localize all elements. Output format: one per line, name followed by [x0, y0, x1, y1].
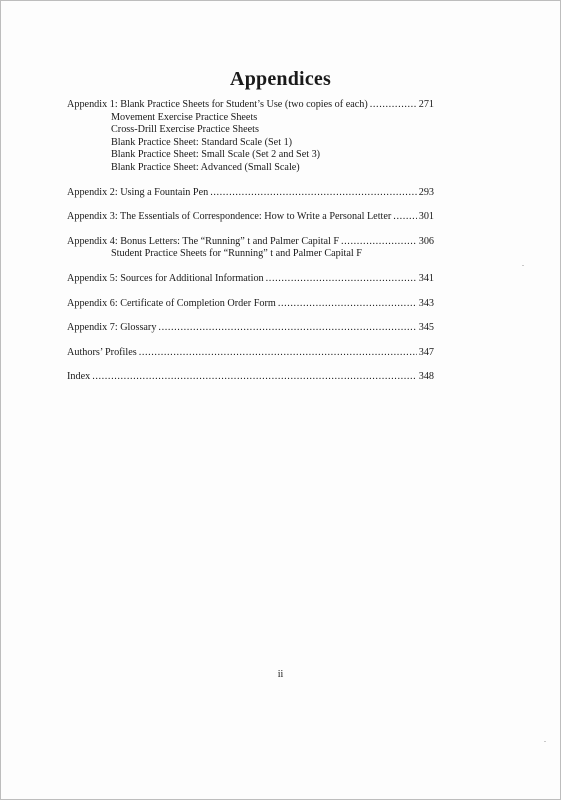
toc-entry-appendix-1 [67, 99, 434, 175]
toc-entry-appendix-5 [67, 273, 434, 286]
toc-entry-appendix-2 [67, 187, 434, 200]
toc-subitem: Blank Practice Sheet: Standard Scale (Set 1) [111, 136, 293, 148]
dot-leader [370, 99, 417, 112]
toc-line [67, 347, 434, 360]
toc-entry-appendix-7 [67, 322, 434, 335]
toc-entry-label: Appendix 5: Sources for Additional Information [67, 272, 264, 284]
toc-entry-label: Appendix 7: Glossary [67, 322, 157, 334]
toc-subitem: Student Practice Sheets for “Running” t and Palmer Capital F [111, 248, 362, 260]
toc-entry-label: Appendix 3: The Essentials of Correspondence: How to Write a Personal Letter [67, 211, 392, 223]
toc-subitem: Blank Practice Sheet: Small Scale (Set 2 and Set 3) [111, 149, 321, 161]
toc-page-number: 347 [418, 346, 434, 358]
toc-line [67, 273, 434, 286]
dot-leader [341, 236, 417, 249]
toc-entry-appendix-6 [67, 298, 434, 311]
toc-line [67, 298, 434, 311]
toc-page-number: 343 [418, 297, 434, 309]
paper-speck [544, 741, 546, 742]
toc-line [67, 236, 434, 249]
toc-line [67, 211, 434, 224]
toc-subitem: Blank Practice Sheet: Advanced (Small Scale) [111, 161, 300, 173]
page-footer-number: ii [277, 669, 284, 680]
dot-leader [393, 211, 416, 224]
dot-leader [92, 371, 417, 384]
toc-page-number: 271 [418, 99, 434, 110]
toc-entry-label: Appendix 1: Blank Practice Sheets for Student’s Use (two copies of each) [67, 99, 368, 110]
toc-entry-appendix-4 [67, 236, 434, 261]
table-of-contents [67, 99, 434, 384]
toc-entry-label: Appendix 2: Using a Fountain Pen [67, 186, 209, 198]
toc-page-number: 348 [418, 371, 434, 383]
paper-speck [522, 265, 524, 266]
toc-entry-index [67, 371, 434, 384]
toc-subitem: Cross-Drill Exercise Practice Sheets [111, 124, 259, 136]
toc-entry-label: Appendix 4: Bonus Letters: The “Running” t and Palmer Capital F [67, 235, 340, 247]
toc-page-number: 293 [418, 186, 434, 198]
toc-line [67, 322, 434, 335]
toc-entry-appendix-3 [67, 211, 434, 224]
toc-page-number: 341 [418, 272, 434, 284]
dot-leader [278, 298, 417, 311]
toc-entry-label: Appendix 6: Certificate of Completion Order Form [67, 297, 276, 309]
toc-entry-label: Index [67, 371, 91, 383]
toc-line [67, 371, 434, 384]
dot-leader [158, 322, 416, 335]
dot-leader [210, 187, 417, 200]
toc-line [67, 187, 434, 200]
toc-page-number: 345 [418, 322, 434, 334]
toc-entry-label: Authors’ Profiles [67, 346, 137, 358]
toc-entry-authors-profiles [67, 347, 434, 360]
toc-page-number: 301 [418, 211, 434, 223]
toc-line [67, 99, 434, 112]
dot-leader [266, 273, 417, 286]
toc-page-number: 306 [418, 235, 434, 247]
toc-subitem: Movement Exercise Practice Sheets [111, 111, 258, 123]
page-title: Appendices [230, 68, 331, 90]
dot-leader [139, 347, 417, 360]
